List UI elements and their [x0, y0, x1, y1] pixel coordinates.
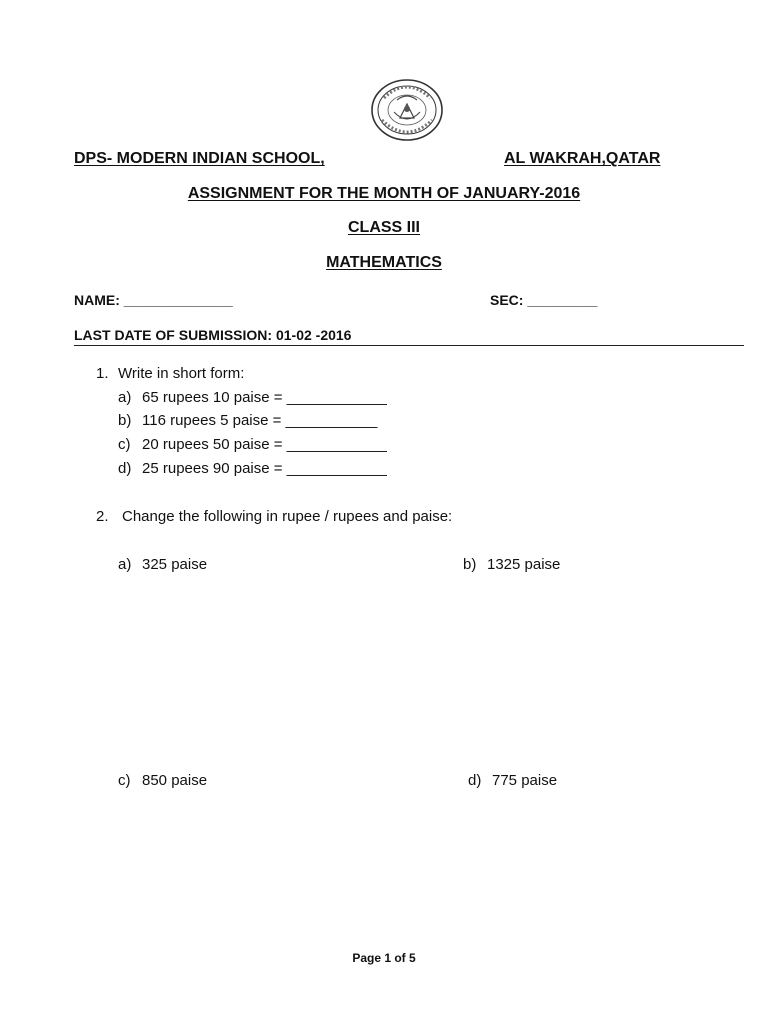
list-item — [118, 436, 387, 453]
school-crest-icon — [370, 78, 444, 142]
question-1 — [96, 365, 244, 382]
subject-heading: MATHEMATICS — [326, 254, 442, 271]
class-heading: CLASS III — [347, 219, 420, 236]
item-label: c) — [118, 436, 131, 453]
question-text: Write in short form: — [118, 365, 245, 382]
item-text: 775 paise — [492, 772, 558, 789]
item-text: 65 rupees 10 paise = ____________ — [142, 389, 387, 406]
school-logo — [370, 78, 444, 142]
list-item — [118, 412, 377, 429]
item-text: 20 rupees 50 paise = ____________ — [142, 436, 387, 453]
item-text: 850 paise — [142, 772, 208, 789]
item-label: a) — [118, 389, 132, 406]
item-label: a) — [118, 556, 132, 573]
question-2 — [96, 508, 452, 525]
list-item — [463, 556, 560, 573]
item-text: 25 rupees 90 paise = ____________ — [142, 460, 387, 477]
item-label: d) — [118, 460, 132, 477]
list-item — [468, 772, 557, 789]
item-text: 325 paise — [142, 556, 208, 573]
list-item — [118, 460, 387, 477]
list-item — [118, 772, 207, 789]
list-item — [118, 389, 387, 406]
assignment-title: ASSIGNMENT FOR THE MONTH OF JANUARY-2016 — [187, 185, 581, 202]
question-text: Change the following in rupee / rupees and paise: — [122, 508, 453, 525]
school-location: AL WAKRAH,QATAR — [504, 150, 661, 167]
name-field: NAME: ______________ — [74, 292, 233, 308]
header-divider — [74, 345, 744, 346]
item-label: c) — [118, 772, 131, 789]
item-label: d) — [468, 772, 482, 789]
question-number: 1. — [96, 365, 109, 382]
item-label: b) — [118, 412, 132, 429]
question-number: 2. — [96, 508, 109, 525]
section-field: SEC: _________ — [490, 292, 598, 308]
item-label: b) — [463, 556, 477, 573]
item-text: 1325 paise — [487, 556, 561, 573]
school-name: DPS- MODERN INDIAN SCHOOL, — [74, 150, 325, 167]
list-item — [118, 556, 207, 573]
item-text: 116 rupees 5 paise = ___________ — [142, 412, 378, 429]
last-date-field: LAST DATE OF SUBMISSION: 01-02 -2016 — [74, 327, 352, 343]
page-number: Page 1 of 5 — [352, 951, 416, 965]
